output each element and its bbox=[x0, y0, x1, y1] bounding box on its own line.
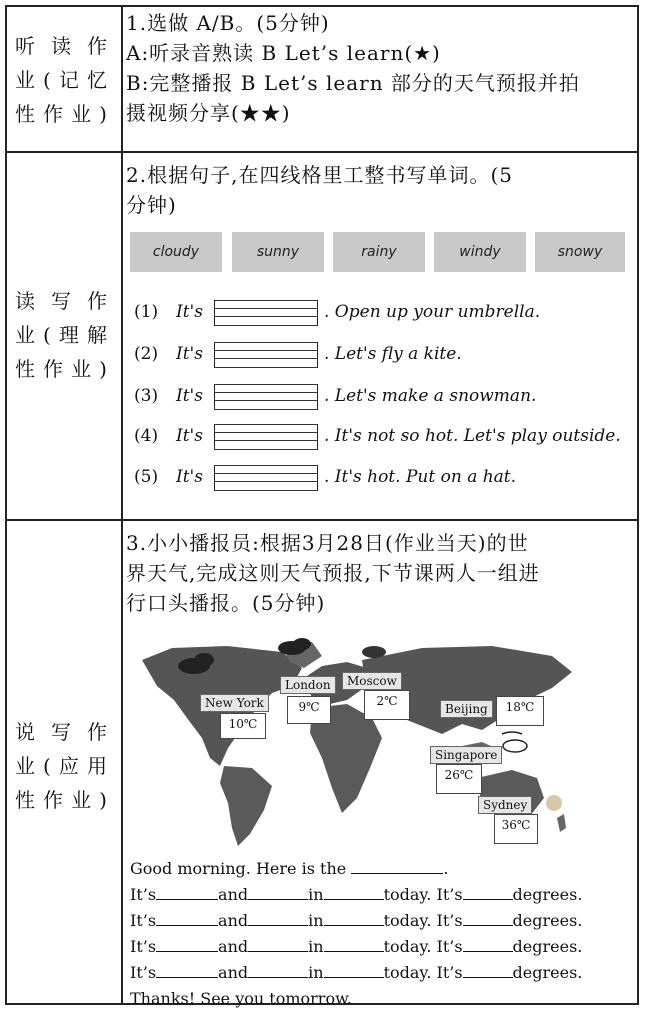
temp-sydney: 36℃ bbox=[494, 814, 538, 844]
today-text: today. It’s bbox=[383, 911, 463, 930]
task2-title: 2.根据句子,在四线格里工整书写单词。(5 bbox=[126, 163, 513, 187]
row2-label-line: 性作业) bbox=[15, 357, 113, 381]
and-text: and bbox=[218, 911, 249, 930]
blank-field[interactable] bbox=[463, 885, 513, 900]
task1-title: 1.选做 A/B。(5分钟) bbox=[126, 11, 330, 35]
task1-option-a: A:听录音熟读 B Let’s learn(★) bbox=[126, 41, 441, 65]
row1-label-line: 听读作 bbox=[15, 34, 113, 58]
sentence-number: (4) bbox=[134, 426, 159, 446]
degrees-text: degrees. bbox=[512, 885, 583, 904]
row3-label-line: 业(应用 bbox=[15, 754, 113, 778]
sentence-rest: . It's not so hot. Let's play outside. bbox=[324, 426, 621, 446]
blank-field[interactable] bbox=[351, 859, 443, 874]
task3-title-cont: 行口头播报。(5分钟) bbox=[126, 591, 326, 615]
temp-beijing: 18℃ bbox=[496, 696, 544, 726]
sentence-number: (3) bbox=[134, 386, 159, 406]
task1-content bbox=[126, 8, 637, 128]
homework-table bbox=[5, 5, 639, 1005]
blank-field[interactable] bbox=[324, 911, 384, 926]
intro-text: Good morning. Here is the bbox=[130, 859, 347, 878]
today-text: today. It’s bbox=[383, 885, 463, 904]
task3-content bbox=[126, 528, 637, 618]
four-line-grid[interactable] bbox=[214, 384, 318, 410]
sentence-subject: It's bbox=[176, 467, 203, 487]
row3-label bbox=[7, 715, 121, 817]
today-text: today. It’s bbox=[383, 963, 463, 982]
task2-title-cont: 分钟) bbox=[126, 193, 177, 217]
forecast-template bbox=[130, 856, 630, 1012]
sentence-rest: . Let's fly a kite. bbox=[324, 344, 462, 364]
its-text: It’s bbox=[130, 885, 157, 904]
blank-field[interactable] bbox=[248, 911, 308, 926]
blank-field[interactable] bbox=[248, 963, 308, 978]
four-line-grid[interactable] bbox=[214, 424, 318, 450]
city-label-new-york: New York bbox=[200, 694, 269, 712]
task1-option-b: B:完整播报 B Let’s learn 部分的天气预报并拍 bbox=[126, 71, 580, 95]
row-divider bbox=[7, 519, 637, 521]
row1-label bbox=[7, 29, 121, 131]
four-line-grid[interactable] bbox=[214, 465, 318, 491]
and-text: and bbox=[218, 937, 249, 956]
blank-field[interactable] bbox=[324, 937, 384, 952]
word-card: snowy bbox=[535, 232, 625, 272]
row1-label-line: 业(记忆 bbox=[15, 68, 113, 92]
forecast-line bbox=[130, 882, 630, 908]
forecast-line bbox=[130, 908, 630, 934]
blank-field[interactable] bbox=[463, 937, 513, 952]
intro-period: . bbox=[443, 859, 449, 878]
temp-london: 9℃ bbox=[287, 696, 331, 724]
temp-new-york: 10℃ bbox=[220, 713, 266, 739]
blank-field[interactable] bbox=[324, 963, 384, 978]
row-divider bbox=[7, 151, 637, 153]
in-text: in bbox=[308, 937, 324, 956]
four-line-grid[interactable] bbox=[214, 342, 318, 368]
blank-field[interactable] bbox=[156, 911, 218, 926]
task3-title-cont: 界天气,完成这则天气预报,下节课两人一组进 bbox=[126, 561, 540, 585]
its-text: It’s bbox=[130, 963, 157, 982]
city-label-sydney: Sydney bbox=[478, 796, 532, 814]
sentence-subject: It's bbox=[176, 344, 203, 364]
blank-field[interactable] bbox=[463, 911, 513, 926]
and-text: and bbox=[218, 885, 249, 904]
in-text: in bbox=[308, 963, 324, 982]
blank-field[interactable] bbox=[156, 963, 218, 978]
blank-field[interactable] bbox=[463, 963, 513, 978]
sentence-subject: It's bbox=[176, 386, 203, 406]
row1-label-line: 性作业) bbox=[15, 102, 113, 126]
four-line-grid[interactable] bbox=[214, 300, 318, 326]
sentence-number: (5) bbox=[134, 467, 159, 487]
forecast-closing: Thanks! See you tomorrow. bbox=[130, 989, 352, 1008]
row3-label-line: 性作业) bbox=[15, 788, 113, 812]
sentence-rest: . It's hot. Put on a hat. bbox=[324, 467, 517, 487]
temp-moscow: 2℃ bbox=[364, 690, 410, 720]
forecast-line bbox=[130, 934, 630, 960]
row2-label-line: 业(理解 bbox=[15, 323, 113, 347]
sentence-subject: It's bbox=[176, 302, 203, 322]
in-text: in bbox=[308, 885, 324, 904]
sentence-subject: It's bbox=[176, 426, 203, 446]
degrees-text: degrees. bbox=[512, 911, 583, 930]
city-label-beijing: Beijing bbox=[440, 700, 493, 718]
city-label-london: London bbox=[280, 676, 336, 694]
sentence-number: (2) bbox=[134, 344, 159, 364]
forecast-intro bbox=[130, 856, 630, 882]
city-label-singapore: Singapore bbox=[430, 746, 502, 764]
blank-field[interactable] bbox=[156, 885, 218, 900]
row2-label bbox=[7, 284, 121, 386]
word-card: rainy bbox=[333, 232, 425, 272]
and-text: and bbox=[218, 963, 249, 982]
task3-title: 3.小小播报员:根据3月28日(作业当天)的世 bbox=[126, 531, 529, 555]
word-card: windy bbox=[434, 232, 526, 272]
row3-label-line: 说写作 bbox=[15, 720, 113, 744]
its-text: It’s bbox=[130, 937, 157, 956]
word-card: cloudy bbox=[130, 232, 222, 272]
row2-label-line: 读写作 bbox=[15, 289, 113, 313]
degrees-text: degrees. bbox=[512, 937, 583, 956]
blank-field[interactable] bbox=[324, 885, 384, 900]
blank-field[interactable] bbox=[248, 885, 308, 900]
blank-field[interactable] bbox=[248, 937, 308, 952]
sentence-number: (1) bbox=[134, 302, 159, 322]
column-divider bbox=[121, 7, 123, 1003]
forecast-line bbox=[130, 960, 630, 986]
city-label-moscow: Moscow bbox=[342, 672, 402, 690]
task1-option-b-cont: 摄视频分享(★★) bbox=[126, 101, 291, 125]
degrees-text: degrees. bbox=[512, 963, 583, 982]
in-text: in bbox=[308, 911, 324, 930]
sentence-rest: . Open up your umbrella. bbox=[324, 302, 541, 322]
word-bank bbox=[130, 232, 625, 272]
blank-field[interactable] bbox=[156, 937, 218, 952]
its-text: It’s bbox=[130, 911, 157, 930]
word-card: sunny bbox=[232, 232, 324, 272]
today-text: today. It’s bbox=[383, 937, 463, 956]
sentence-rest: . Let's make a snowman. bbox=[324, 386, 537, 406]
temp-singapore: 26℃ bbox=[436, 764, 482, 794]
task2-content bbox=[126, 160, 637, 220]
world-weather-map bbox=[132, 638, 597, 848]
